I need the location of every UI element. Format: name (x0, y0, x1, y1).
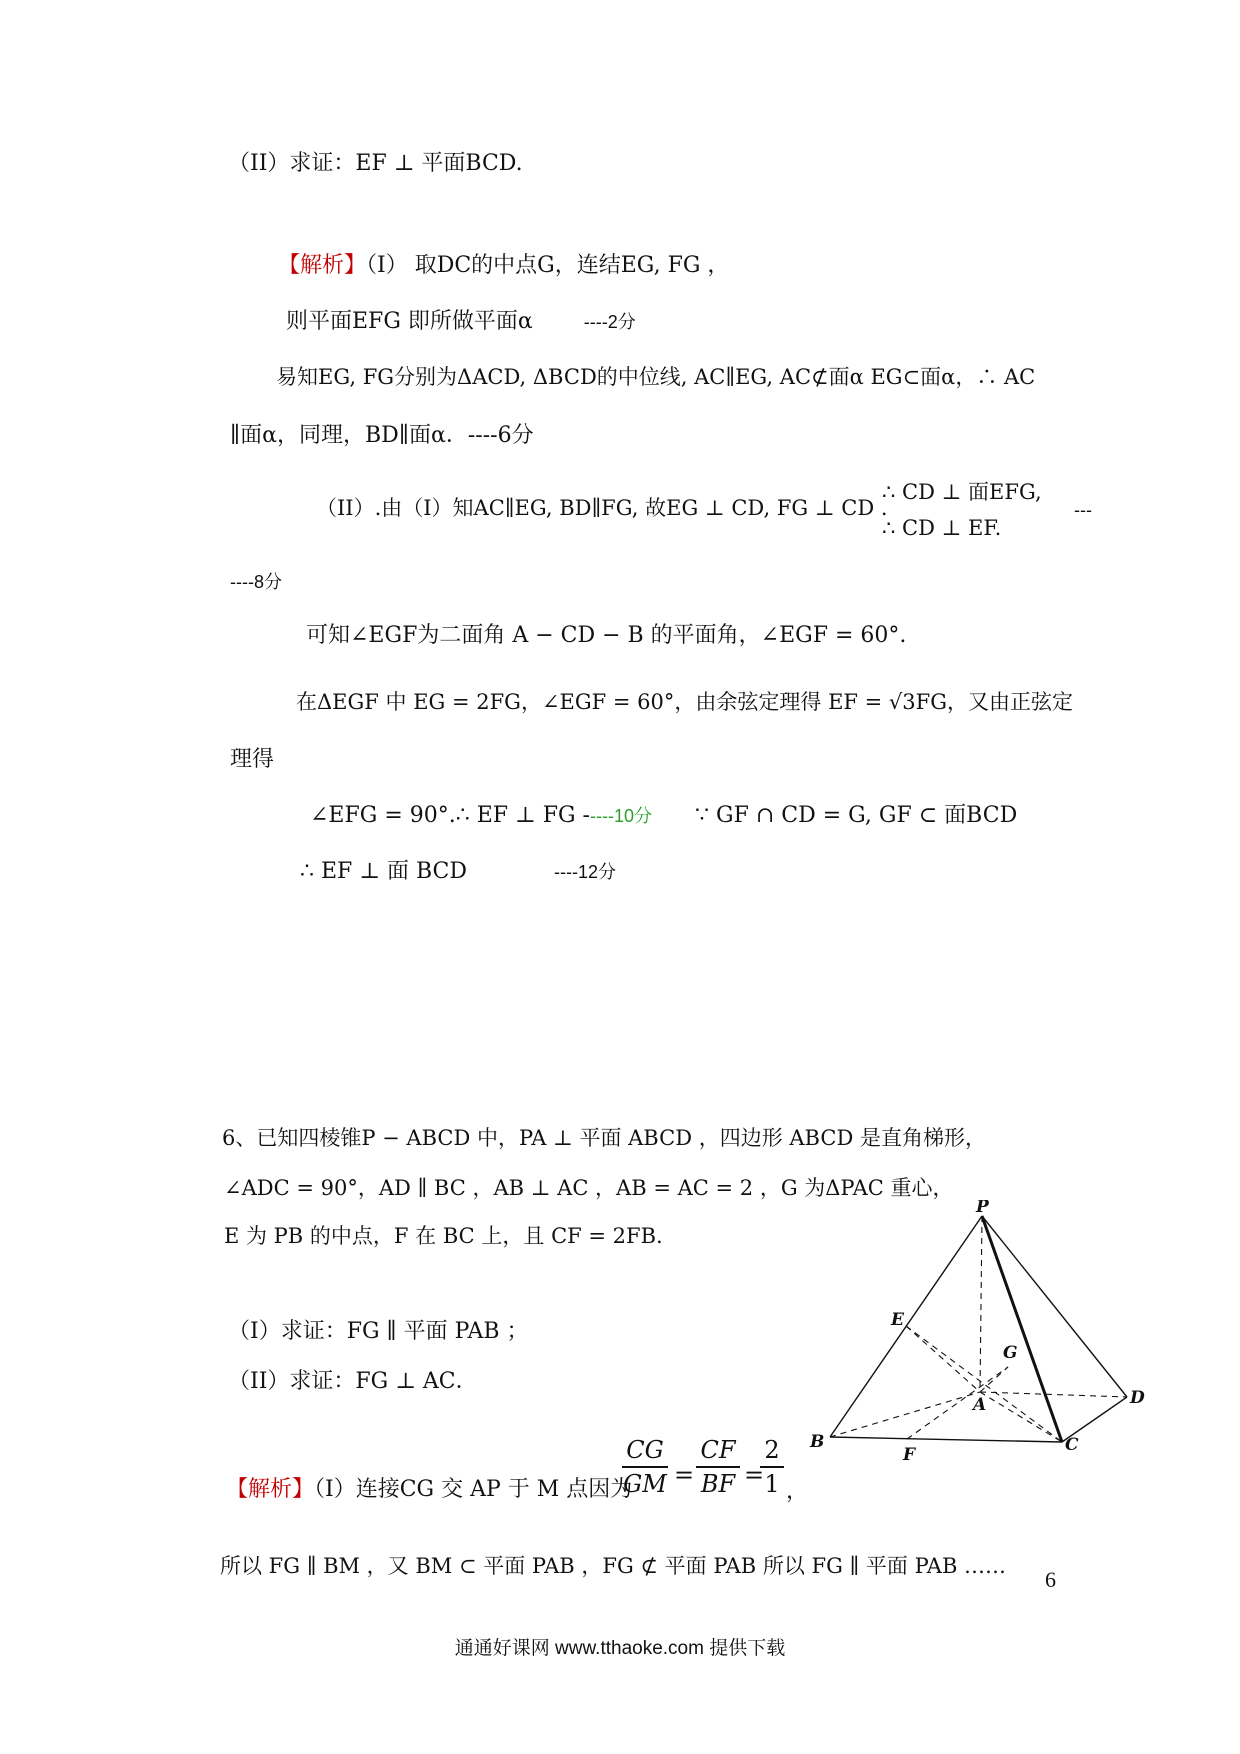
label-d: D (1130, 1388, 1145, 1408)
fraction-1: 1 (764, 1470, 780, 1498)
analysis-tag: 【解析】 (278, 253, 367, 278)
parallel-statement: ∥面α，同理，BD∥面α．----6分 (230, 423, 534, 448)
edge-ac (980, 1392, 1062, 1442)
edge-bc (830, 1437, 1062, 1442)
fraction-2: 2 (764, 1436, 780, 1464)
footer-credit: 通通好课网 www.tthaoke.com 提供下载 (454, 1638, 786, 1659)
fraction-bf: BF (700, 1470, 736, 1498)
angle-90-line (310, 802, 1017, 830)
brace-line-2: ∴ CD ⊥ EF. (882, 516, 1002, 540)
label-b: B (810, 1432, 825, 1452)
segment-ea (906, 1326, 980, 1392)
solution-step-1: （I） 取DC的中点G，连结EG, FG ， (366, 253, 730, 278)
comma-after-fraction: ， (786, 1479, 809, 1504)
problem-6-line-1: 6、已知四棱锥P − ABCD 中，PA ⊥ 平面 ABCD ，四边形 ABCD 是直角梯形， (222, 1126, 986, 1150)
equals-2: = (744, 1461, 765, 1489)
plane-definition (286, 308, 636, 336)
analysis-tag-6: 【解析】 (226, 1477, 315, 1502)
plane-text: 则平面EFG 即所做平面α (286, 309, 533, 334)
angle-90-text: ∠EFG = 90°.∴ EF ⊥ FG - (310, 803, 590, 828)
trailing-dashes: --- (1074, 500, 1092, 520)
problem-6-line-3: E 为 PB 的中点，F 在 BC 上，且 CF = 2FB. (224, 1224, 663, 1248)
label-e: E (891, 1310, 904, 1330)
sine-law-cont: 理得 (230, 747, 275, 772)
label-f: F (903, 1445, 916, 1465)
solution-line-1 (278, 252, 729, 280)
problem-6-q2: （II）求证：FG ⊥ AC． (228, 1369, 478, 1394)
score-10: ----10分 (590, 806, 652, 826)
segment-ec (906, 1326, 1062, 1442)
problem-6-q1: （I）求证：FG ∥ 平面 PAB ； (228, 1319, 529, 1344)
label-c: C (1065, 1435, 1079, 1455)
edge-ad (980, 1392, 1127, 1397)
fraction-cf: CF (700, 1436, 736, 1464)
fraction-cf-bf (696, 1436, 740, 1498)
edge-pc (982, 1216, 1062, 1442)
problem-6-line-2: ∠ADC = 90°，AD ∥ BC ，AB ⊥ AC ，AB = AC = 2 ，G 为ΔPAC 重心， (224, 1176, 954, 1200)
problem-6-last-line: 所以 FG ∥ BM ，又 BM ⊂ 平面 PAB ，FG ⊄ 平面 PAB 所以 FG ∥ 平面 PAB …… (220, 1554, 1007, 1578)
brace-line-1: ∴ CD ⊥ 面EFG, (882, 480, 1042, 504)
label-a: A (973, 1395, 987, 1415)
problem-6-solution (226, 1476, 632, 1504)
fraction-cg-gm (622, 1436, 668, 1498)
midline-statement: 易知EG, FG分别为ΔACD, ΔBCD的中位线, AC∥EG, AC⊄面α EG⊂面α，∴ AC (276, 365, 1036, 389)
equals-1: = (674, 1461, 695, 1489)
score-12: ----12分 (554, 862, 617, 882)
fraction-cg: CG (626, 1436, 664, 1464)
part2-statement: （II）.由（I）知AC∥EG, BD∥FG, 故EG ⊥ CD, FG ⊥ CD . (316, 496, 888, 520)
edge-pa (980, 1216, 982, 1392)
score-2: ----2分 (583, 312, 636, 332)
edge-ba (830, 1392, 980, 1437)
conclusion-line (300, 858, 616, 886)
score-8: ----8分 (230, 572, 282, 592)
label-g: G (1003, 1343, 1018, 1363)
dihedral-angle: 可知∠EGF为二面角 A − CD − B 的平面角，∠EGF = 60°. (306, 623, 907, 648)
cosine-law: 在ΔEGF 中 EG = 2FG，∠EGF = 60°，由余弦定理得 EF = √3FG，又由正弦定 (296, 690, 1073, 714)
page-number: 6 (1045, 1567, 1056, 1592)
pyramid-figure (805, 1200, 1165, 1470)
solution-6-text: （I）连接CG 交 AP 于 M 点因为 (314, 1477, 633, 1502)
intersection-text: ∵ GF ∩ CD = G, GF ⊂ 面BCD (695, 803, 1018, 828)
segment-fg (907, 1367, 1008, 1439)
segment-ag (980, 1367, 1008, 1392)
question-2: （II）求证：EF ⊥ 平面BCD. (228, 151, 523, 176)
conclusion-text: ∴ EF ⊥ 面 BCD (300, 859, 468, 884)
edge-pd (982, 1216, 1127, 1397)
label-p: P (976, 1200, 989, 1217)
fraction-gm: GM (623, 1470, 667, 1498)
fraction-2-1 (760, 1436, 784, 1498)
